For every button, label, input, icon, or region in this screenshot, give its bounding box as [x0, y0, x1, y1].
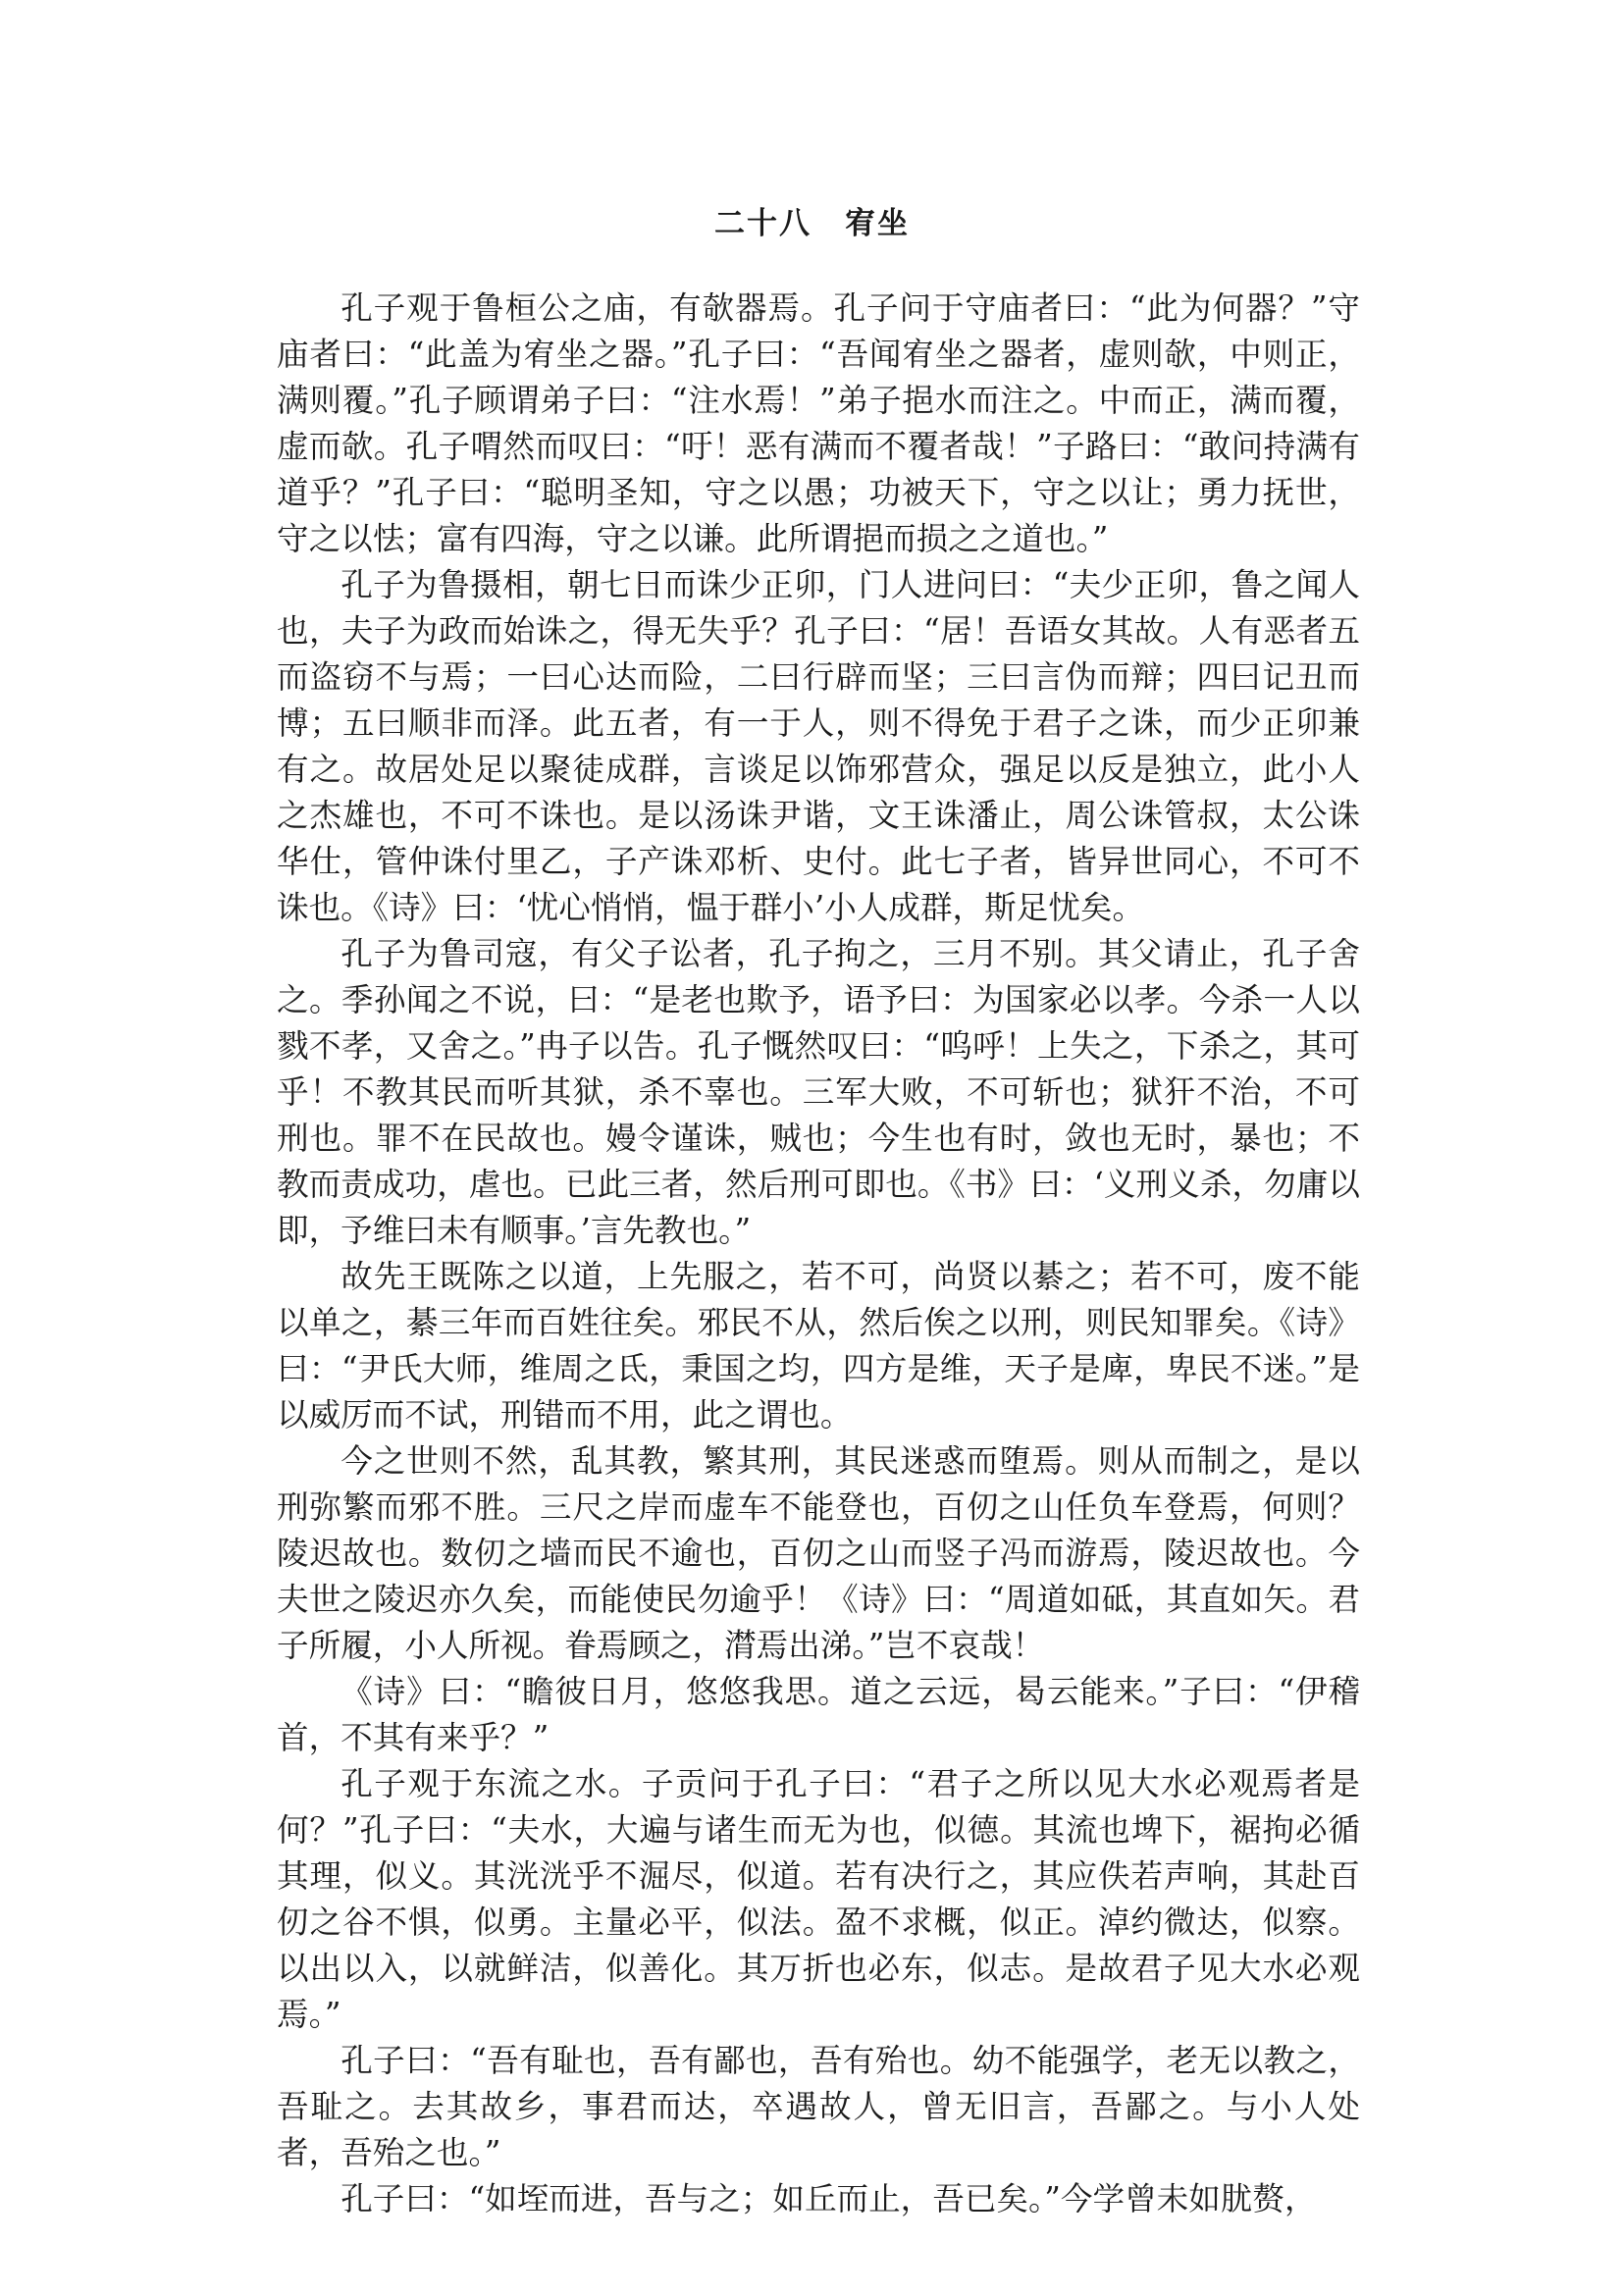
paragraph-5: 今之世则不然，乱其教，繁其刑，其民迷惑而堕焉。则从而制之，是以刑弥繁而邪不胜。三尺之岸而虚车不能登也，百仞之山任负车登焉，何则？陵迟故也。数仞之墙而民不逾也，百仞之山而竖子冯而游焉，陵迟故也。今夫世之陵迟亦久矣，而能使民勿逾乎！《诗》曰：“周道如砥，其直如矢。君子所履，小人所视。眷焉顾之，潸焉出涕。”岂不哀哉！ — [277, 1442, 1360, 1664]
paragraph-3: 孔子为鲁司寇，有父子讼者，孔子拘之，三月不别。其父请止，孔子舍之。季孙闻之不说，曰：“是老也欺予，语予曰：为国家必以孝。今杀一人以戮不孝，又舍之。”冉子以告。孔子慨然叹曰：“呜呼！上失之，下杀之，其可乎！不教其民而听其狱，杀不辜也。三军大败，不可斩也；狱犴不治，不可刑也。罪不在民故也。嫚令谨诛，贼也；今生也有时，敛也无时，暴也；不教而责成功，虐也。已此三者，然后刑可即也。《书》曰：‘义刑义杀，勿庸以即，予维曰未有顺事。’言先教也。” — [277, 935, 1360, 1249]
paragraph-8: 孔子曰：“吾有耻也，吾有鄙也，吾有殆也。幼不能强学，老无以教之，吾耻之。去其故乡，事君而达，卒遇故人，曾无旧言，吾鄙之。与小人处者，吾殆之也。” — [277, 2042, 1360, 2171]
chapter-number: 二十八 — [714, 206, 812, 241]
body-text — [277, 286, 1360, 2222]
paragraph-4: 故先王既陈之以道，上先服之，若不可，尚贤以綦之；若不可，废不能以单之，綦三年而百姓往矣。邪民不从，然后俟之以刑，则民知罪矣。《诗》曰：“尹氏大师，维周之氐，秉国之均，四方是维，天子是庳，卑民不迷。”是以威厉而不试，刑错而不用，此之谓也。 — [277, 1258, 1360, 1434]
paragraph-1: 孔子观于鲁桓公之庙，有欹器焉。孔子问于守庙者曰：“此为何器？”守庙者曰：“此盖为宥坐之器。”孔子曰：“吾闻宥坐之器者，虚则欹，中则正，满则覆。”孔子顾谓弟子曰：“注水焉！”弟子挹水而注之。中而正，满而覆，虚而欹。孔子喟然而叹曰：“吁！恶有满而不覆者哉！”子路曰：“敢问持满有道乎？”孔子曰：“聪明圣知，守之以愚；功被天下，守之以让；勇力抚世，守之以怯；富有四海，守之以谦。此所谓挹而损之之道也。” — [277, 289, 1360, 557]
chapter-name: 宥坐 — [845, 206, 910, 241]
chapter-title — [0, 204, 1624, 243]
paragraph-2: 孔子为鲁摄相，朝七日而诛少正卯，门人进问曰：“夫少正卯，鲁之闻人也，夫子为政而始诛之，得无失乎？孔子曰：“居！吾语女其故。人有恶者五而盗窃不与焉；一曰心达而险，二曰行辟而坚；三曰言伪而辩；四曰记丑而博；五曰顺非而泽。此五者，有一于人，则不得免于君子之诛，而少正卯兼有之。故居处足以聚徒成群，言谈足以饰邪营众，强足以反是独立，此小人之杰雄也，不可不诛也。是以汤诛尹谐，文王诛潘止，周公诛管叔，太公诛华仕，管仲诛付里乙，子产诛邓析、史付。此七子者，皆异世同心，不可不诛也。《诗》曰：‘忧心悄悄，愠于群小’小人成群，斯足忧矣。 — [277, 566, 1360, 926]
paragraph-6: 《诗》曰：“瞻彼日月，悠悠我思。道之云远，曷云能来。”子曰：“伊稽首，不其有来乎？” — [277, 1673, 1360, 1756]
paragraph-9: 孔子曰：“如垤而进，吾与之；如丘而止，吾已矣。”今学曾未如肬赘， — [341, 2180, 1317, 2217]
paragraph-7: 孔子观于东流之水。子贡问于孔子曰：“君子之所以见大水必观焉者是何？”孔子曰：“夫水，大遍与诸生而无为也，似德。其流也埤下，裾拘必循其理，似义。其洸洸乎不淈尽，似道。若有决行之，其应佚若声响，其赴百仞之谷不惧，似勇。主量必平，似法。盈不求概，似正。淖约微达，似察。以出以入，以就鲜洁，似善化。其万折也必东，似志。是故君子见大水必观焉。” — [277, 1765, 1360, 2033]
